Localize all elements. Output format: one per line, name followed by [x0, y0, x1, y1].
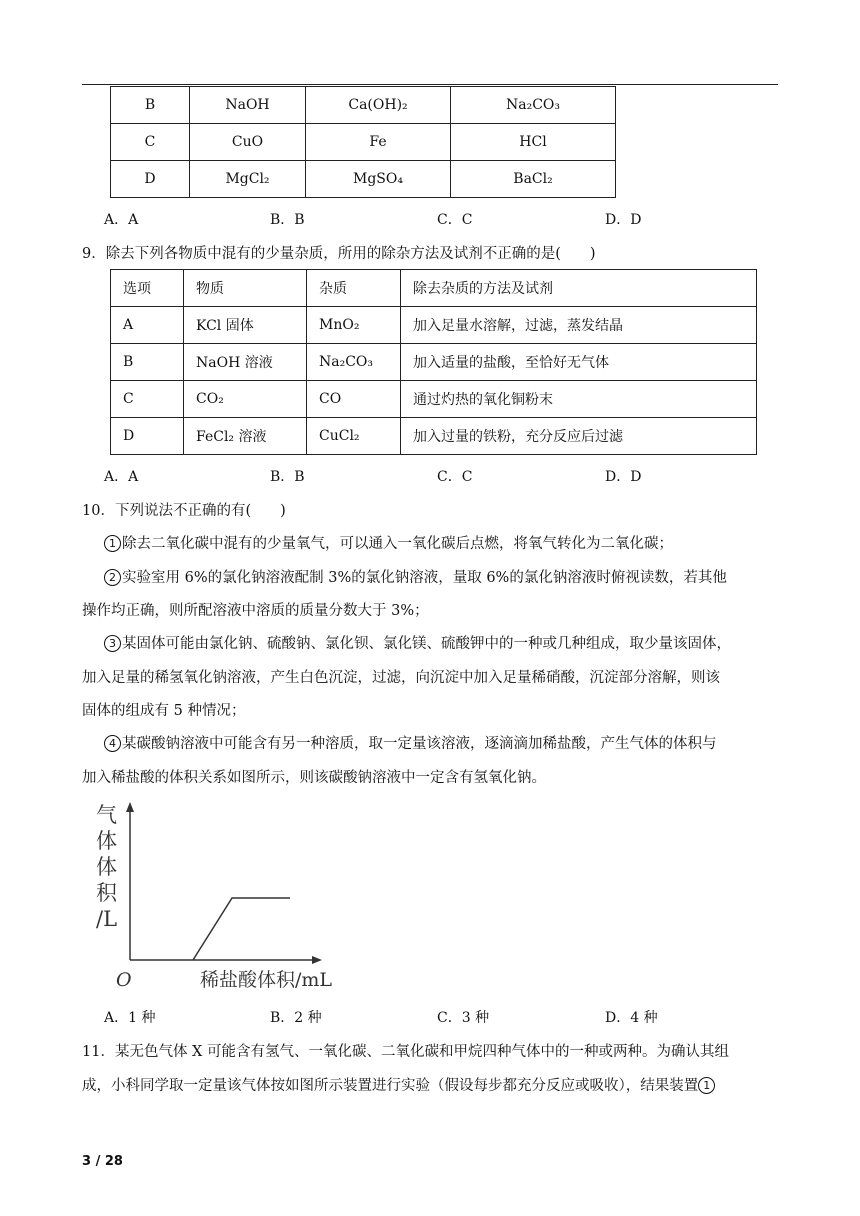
q10-statement-3-cont2: 固体的组成有 5 种情况； — [82, 703, 246, 719]
graph-ylabel-1: 气 — [96, 803, 117, 827]
circled-number: 4 — [104, 735, 121, 752]
q8-option-b: B．B — [270, 212, 305, 228]
q9-option-c: C．C — [437, 469, 473, 485]
q9-table — [110, 269, 757, 455]
table-cell: 加入过量的铁粉，充分反应后过滤 — [401, 418, 757, 455]
graph-x-arrow — [312, 956, 322, 964]
table-row — [111, 87, 616, 124]
q11-stem-line-1: 11．某无色气体 X 可能含有氢气、一氧化碳、二氧化碳和甲烷四种气体中的一种或两种。为确认其组 — [82, 1044, 729, 1060]
graph-y-arrow — [126, 802, 134, 812]
table-header: 物质 — [184, 270, 307, 307]
table-header: 除去杂质的方法及试剂 — [401, 270, 757, 307]
table-header: 杂质 — [307, 270, 401, 307]
q10-statement-3-cont: 加入足量的稀氢氧化钠溶液，产生白色沉淀，过滤，向沉淀中加入足量稀硝酸，沉淀部分溶解，则该 — [82, 670, 720, 686]
table-cell: C — [111, 381, 184, 418]
q10-statement-1: 1 除去二氧化碳中混有的少量氧气，可以通入一氧化碳后点燃，将氧气转化为二氧化碳； — [104, 532, 673, 553]
table-cell: FeCl₂ 溶液 — [184, 418, 307, 455]
graph-ylabel-4: 积 — [96, 881, 117, 905]
graph-xlabel: 稀盐酸体积/mL — [200, 969, 333, 991]
page-number: 3 / 28 — [82, 1154, 123, 1169]
q10-statement-2-cont: 操作均正确，则所配溶液中溶质的质量分数大于 3%； — [82, 603, 429, 619]
q8-option-d: D．D — [605, 212, 642, 228]
table-row — [111, 307, 757, 344]
circled-number: 3 — [104, 635, 121, 652]
graph-curve — [193, 898, 290, 960]
q10-option-a: A．1 种 — [104, 1010, 156, 1026]
q11-stem-line-2: 成，小科同学取一定量该气体按如图所示装置进行实验（假设每步都充分反应或吸收），结果装置 1 — [82, 1074, 716, 1095]
q8-option-a: A．A — [104, 212, 139, 228]
table-header: 选项 — [111, 270, 184, 307]
table-cell: A — [111, 307, 184, 344]
table-cell: KCl 固体 — [184, 307, 307, 344]
q10-option-d: D．4 种 — [605, 1010, 658, 1026]
q9-option-b: B．B — [270, 469, 305, 485]
q10-option-c: C．3 种 — [437, 1010, 490, 1026]
graph-ylabel-3: 体 — [96, 855, 117, 879]
table-cell: BaCl₂ — [451, 161, 616, 198]
table-cell: 通过灼热的氧化铜粉末 — [401, 381, 757, 418]
q10-statement-4: 4 某碳酸钠溶液中可能含有另一种溶质，取一定量该溶液，逐滴滴加稀盐酸，产生气体的体积与 — [104, 732, 717, 753]
table-cell: MnO₂ — [307, 307, 401, 344]
circled-number: 2 — [104, 569, 121, 586]
q8-option-c: C．C — [437, 212, 473, 228]
table-cell: MgSO₄ — [306, 161, 451, 198]
table-header-row — [111, 270, 757, 307]
circled-number: 1 — [698, 1077, 715, 1094]
table-cell: CuO — [190, 124, 306, 161]
table-cell: D — [111, 418, 184, 455]
q10-stem: 10．下列说法不正确的有( ) — [82, 503, 286, 519]
table-cell: C — [111, 124, 190, 161]
q10-statement-2: 2 实验室用 6%的氯化钠溶液配制 3%的氯化钠溶液，量取 6%的氯化钠溶液时俯视读数，若其他 — [104, 566, 727, 587]
table-row — [111, 381, 757, 418]
q8-table — [110, 86, 616, 198]
table-cell: Ca(OH)₂ — [306, 87, 451, 124]
table-cell: CO — [307, 381, 401, 418]
table-cell: Na₂CO₃ — [307, 344, 401, 381]
table-cell: Na₂CO₃ — [451, 87, 616, 124]
q10-option-b: B．2 种 — [270, 1010, 322, 1026]
table-row — [111, 344, 757, 381]
table-cell: CuCl₂ — [307, 418, 401, 455]
graph-ylabel-5: /L — [96, 907, 118, 931]
table-cell: D — [111, 161, 190, 198]
gas-volume-graph — [90, 800, 380, 992]
table-cell: 加入适量的盐酸，至恰好无气体 — [401, 344, 757, 381]
table-cell: B — [111, 87, 190, 124]
graph-ylabel-2: 体 — [96, 829, 117, 853]
table-cell: MgCl₂ — [190, 161, 306, 198]
circled-number: 1 — [104, 535, 121, 552]
q9-option-a: A．A — [104, 469, 139, 485]
q9-stem: 9．除去下列各物质中混有的少量杂质，所用的除杂方法及试剂不正确的是( ) — [82, 246, 596, 262]
table-cell: NaOH — [190, 87, 306, 124]
table-row — [111, 124, 616, 161]
table-cell: B — [111, 344, 184, 381]
table-cell: NaOH 溶液 — [184, 344, 307, 381]
table-cell: 加入足量水溶解，过滤，蒸发结晶 — [401, 307, 757, 344]
table-cell: Fe — [306, 124, 451, 161]
header-rule — [82, 84, 778, 85]
table-row — [111, 161, 616, 198]
q10-statement-3: 3 某固体可能由氯化钠、硫酸钠、氯化钡、氯化镁、硫酸钾中的一种或几种组成，取少量该固体， — [104, 632, 731, 653]
graph-origin: O — [116, 969, 132, 991]
table-row — [111, 418, 757, 455]
table-cell: CO₂ — [184, 381, 307, 418]
q10-statement-4-cont: 加入稀盐酸的体积关系如图所示，则该碳酸钠溶液中一定含有氢氧化钠。 — [82, 770, 546, 786]
q9-option-d: D．D — [605, 469, 642, 485]
table-cell: HCl — [451, 124, 616, 161]
